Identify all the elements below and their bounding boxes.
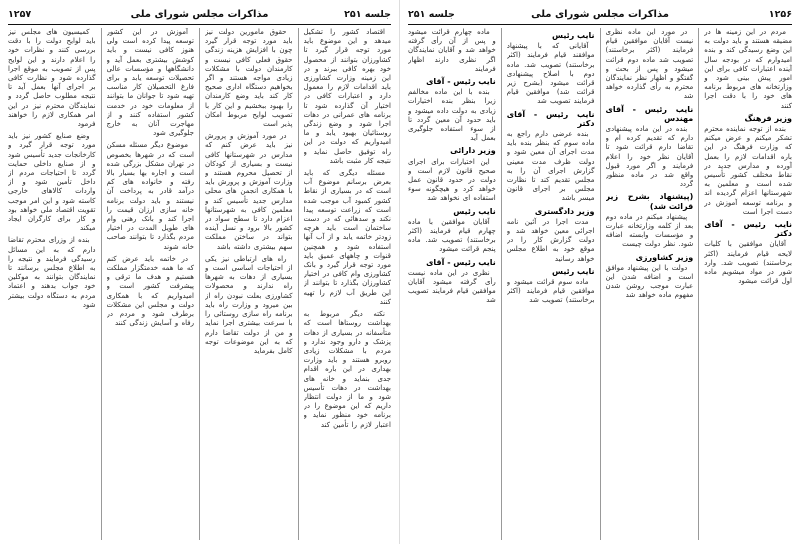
right-page-header xyxy=(408,4,792,25)
speaker-heading: نایب رئیس - آقای xyxy=(426,257,496,267)
left-column-2 xyxy=(205,28,293,540)
paragraph: مسئله دیگری که باید بعرض برسانم موضوع آب است که در بسیاری از نقاط کشور کمبود آب موجب شده است که زراعت توسعه پیدا نکند و سدهائی که در دست ساختمان است باید هرچه زودتر خاتمه یابد و از آب آنها استفاده شود و همچنین قنوات و چاههای عمیق باید مورد توجه قرار گیرد و بانک کشاورزی وام کافی در اختیار کشاورزان بگذارد تا بتوانند از این طریق آب لازم را تهیه کنند xyxy=(303,169,391,306)
paragraph: دولت با این پیشنهاد موافق است و اضافه شدن این عبارت موجب روشن شدن مفهوم ماده خواهد شد xyxy=(605,263,694,300)
paragraph: پیشنهاد میکنم در ماده دوم بعد از کلمه وزارتخانه عبارت و مؤسسات وابسته اضافه شود. نظر دولت چیست xyxy=(605,212,694,249)
left-column-1 xyxy=(304,28,392,540)
paragraph: کمیسیون های مجلس نیز باید لوایح دولت را با دقت بررسی کنند و نظرات خود را اعلام دارند و این لوایح پس از تصویب به موقع اجرا گذارده شود و نظارت کافی بر اجرای آنها بعمل آید تا نتیجه مطلوب حاصل گردد و نمایندگان محترم نیز در این امر همکاری لازم را خواهند فرمود xyxy=(8,28,96,129)
speaker-heading: نایب رئیس xyxy=(453,206,496,216)
left-page-header xyxy=(8,4,391,25)
right-page-number: ۱۲۵۶ xyxy=(768,8,792,20)
right-column-4 xyxy=(408,28,496,540)
paragraph: نکته دیگر مربوط به بهداشت روستاها است که متأسفانه در بسیاری از دهات پزشک و دارو وجود ندارد و مردم با مشکلات زیادی روبرو هستند و باید وزارت بهداری در این باره اقدام جدی بنماید و خانه های بهداشت در دهات تأسیس شود و ما از دولت انتظار داریم که این موضوع را در برنامه خود منظور نماید و اعتبار لازم را تأمین کند xyxy=(303,310,391,429)
column-rule xyxy=(101,28,102,540)
right-page-session: جلسه ۲۵۱ xyxy=(408,8,455,20)
speaker-heading: وزیر دارائی xyxy=(450,146,496,156)
speaker-heading: نایب رئیس - آقای دکتر xyxy=(704,220,792,239)
right-page xyxy=(400,0,800,544)
paragraph: بنده با این ماده مخالفم زیرا بنظر بنده اختیارات زیادی به دولت داده میشود و باید حدود آن معین گردد تا از سوء استفاده جلوگیری بعمل آید xyxy=(408,88,496,143)
paragraph: اقتصاد کشور را تشکیل میدهد و این موضوع باید مورد توجه قرار گیرد تا کشاورزان بتوانند از محصول خود بهره کافی ببرند و در این زمینه وزارت کشاورزی باید اقدامات لازم را معمول دارد و اعتبارات کافی در اختیار آن گذارده شود تا برنامه های عمرانی در دهات اجرا شود و وضع زندگی روستائیان بهبود یابد و ما امیدواریم که دولت در این راه توفیق حاصل نماید و نتیجه کار مثبت باشد xyxy=(303,28,391,165)
left-page-number: ۱۲۵۷ xyxy=(8,8,32,20)
left-column-4 xyxy=(8,28,96,540)
right-page-title: مذاکرات مجلس شورای ملی xyxy=(531,8,669,20)
paragraph: در مورد این ماده نظری نیست آقایان موافقین قیام فرمایند (اکثر برخاستند) تصویب شد ماده دوم قرائت میشود و پس از بحث و گفتگو و اظهار نظر نمایندگان محترم به رأی گذارده خواهد شد xyxy=(605,28,694,101)
left-column-3 xyxy=(107,28,195,540)
paragraph: این اختیارات برای اجرای صحیح قانون لازم است و دولت در حدود قانون عمل خواهد کرد و هیچگونه سوء استفاده ای نخواهد شد xyxy=(408,157,496,203)
column-rule xyxy=(298,28,299,540)
paragraph: در خاتمه باید عرض کنم که ما همه خدمتگزار مملکت هستیم و هدف ما ترقی و پیشرفت کشور است و امیدواریم که با همکاری دولت و مجلس این مشکلات برطرف شود و مردم در رفاه و آسایش زندگی کنند xyxy=(106,254,194,328)
paragraph: موضوع دیگر مسئله مسکن است که در شهرها بخصوص در تهران مشکل بزرگی شده است و اجاره بها بسیار بالا رفته و خانواده های کم درآمد قادر به پرداخت آن نیستند و باید دولت برنامه خانه سازی ارزان قیمت را اجرا کند و بانک رهنی وام های طویل المدت در اختیار مردم بگذارد تا بتوانند صاحب خانه شوند xyxy=(106,141,194,251)
left-page-title: مذاکرات مجلس شورای ملی xyxy=(130,8,269,20)
speaker-heading: وزیر فرهنگ xyxy=(744,113,792,123)
paragraph: مدت اجرا در آئین نامه اجرائی معین خواهد شد و دولت گزارش کار را در موقع خود به اطلاع مجلس خواهد رسانید xyxy=(506,217,595,263)
paragraph: نظری در این ماده نیست رأی گرفته میشود آقایان موافقین قیام فرمایند تصویب شد xyxy=(408,268,496,305)
paragraph: مردم در این زمینه ها در مضیقه هستند و باید دولت به این وضع رسیدگی کند و بنده امیدوارم که در بودجه سال آینده اعتبارات کافی برای این امور پیش بینی شود و وزارتخانه های مربوط برنامه های خود را با دقت اجرا کنند xyxy=(704,28,792,110)
paragraph: بنده عرضی دارم راجع به ماده سوم که بنظر بنده باید مدت اجرای آن معین شود و دولت ظرف مدت معینی گزارش اجرای آن را به مجلس تقدیم کند تا نظارت مجلس بر اجرای قانون میسر باشد xyxy=(506,130,595,203)
paragraph: حقوق مأمورین دولت نیز باید مورد توجه قرار گیرد چون با افزایش هزینه زندگی حقوق فعلی کافی نیست و کارمندان دولت با مشکلات زیادی مواجه هستند و اگر بخواهیم دستگاه اداری صحیح کار کند باید وضع کارمندان را بهبود ببخشیم و این کار با تصویب لوایح مربوط امکان پذیر است xyxy=(205,28,293,129)
speaker-heading: وزیر کشاورزی xyxy=(635,252,694,262)
paragraph: آقایانی که با پیشنهاد موافقند قیام فرمایند (اکثر برخاستند) تصویب شد. ماده دوم با اصلاح پیشنهادی قرائت میشود (بشرح زیر قرائت شد) موافقین قیام فرمایند تصویب شد xyxy=(506,42,595,106)
right-column-2 xyxy=(606,28,694,540)
speaker-heading: نایب رئیس - آقای دکتر xyxy=(506,109,595,128)
paragraph: در مورد آموزش و پرورش نیز باید عرض کنم که مدارس در شهرستانها کافی نیست و بسیاری از کودکان از تحصیل محروم هستند و وزارت آموزش و پرورش باید با همکاری انجمن های محلی مدارس جدید تأسیس کند و معلمین کافی به شهرستانها اعزام دارد تا سطح سواد در کشور بالا برود و نسل آینده بتواند در ساختن مملکت سهم بیشتری داشته باشد xyxy=(205,132,293,251)
paragraph: آموزش در این کشور توسعه پیدا کرده است ولی هنوز کافی نیست و باید کوشش بیشتری بعمل آید و دانشگاهها و مؤسسات عالی تحصیلات توسعه یابد و برای فارغ التحصیلان کار مناسب تهیه شود تا جوانان ما بتوانند از معلومات خود در خدمت کشور استفاده کنند و از مهاجرت آنان به خارج جلوگیری شود xyxy=(106,28,194,138)
speaker-heading: نایب رئیس xyxy=(552,266,595,276)
paragraph: بنده در این ماده پیشنهادی دارم که تقدیم کرده ام و تقاضا دارم قرائت شود تا آقایان نظر خود را اعلام فرمایند و اگر مورد قبول واقع شد در ماده منظور گردد xyxy=(605,125,694,189)
paragraph: آقایان موافقین با ماده چهارم قیام فرمایند (اکثر برخاستند) تصویب شد. ماده پنجم قرائت میشود xyxy=(408,217,496,254)
paragraph: وضع صنایع کشور نیز باید مورد توجه قرار گیرد و کارخانجات جدید تأسیس شود و از صنایع داخلی حمایت گردد تا احتیاجات مردم از داخل تأمین شود و از واردات کالاهای خارجی کاسته شود و این امر موجب تقویت اقتصاد ملی خواهد بود و کار برای کارگران ایجاد میکند xyxy=(8,132,96,233)
speaker-heading: (پیشنهاد بشرح زیر قرائت شد) xyxy=(605,192,694,211)
column-rule xyxy=(698,28,699,540)
paragraph: ماده چهارم قرائت میشود و پس از آن رأی گرفته خواهد شد و آقایان نمایندگان اگر نظری دارند اظهار فرمایند xyxy=(408,28,496,73)
speaker-heading: وزیر دادگستری xyxy=(534,206,595,216)
column-rule xyxy=(600,28,601,540)
column-rule xyxy=(199,28,200,540)
paragraph: بنده از توجه نماینده محترم تشکر میکنم و عرض میکنم که وزارت فرهنگ در این باره اقدامات لازم را بعمل آورده و مدارس جدید در نقاط مختلف کشور تأسیس شده است و معلمین به شهرستانها اعزام گردیده اند و برنامه توسعه آموزش در دست اجرا است xyxy=(704,125,792,216)
paragraph: آقایان موافقین با کلیات لایحه قیام فرمایند (اکثر برخاستند) تصویب شد. وارد شور در مواد میشویم ماده اول قرائت میشود xyxy=(704,240,792,286)
paragraph: ماده سوم قرائت میشود و موافقین قیام فرمایند (اکثر برخاستند) تصویب شد xyxy=(506,278,595,305)
right-page-columns xyxy=(408,28,792,540)
right-column-3 xyxy=(507,28,595,540)
right-column-1 xyxy=(704,28,792,540)
speaker-heading: نایب رئیس - آقای مهندس xyxy=(605,104,694,123)
paragraph: بنده از وزرای محترم تقاضا دارم که به این مسائل رسیدگی فرمایند و نتیجه را به اطلاع مجلس برسانند تا نمایندگان بتوانند به موکلین خود جواب بدهند و اعتماد مردم به دستگاه دولت بیشتر شود xyxy=(8,236,96,309)
speaker-heading: نایب رئیس - آقای xyxy=(426,77,496,87)
paragraph: راه های ارتباطی نیز یکی از احتیاجات اساسی است و بسیاری از دهات به شهرها راه ندارند و محصولات کشاورزی بعلت نبودن راه از بین میرود و وزارت راه باید برنامه راه سازی روستائی را با سرعت بیشتری اجرا نماید و من از دولت تقاضا دارم که به این موضوعات توجه کامل بفرماید xyxy=(205,254,293,355)
column-rule xyxy=(501,28,502,540)
speaker-heading: نایب رئیس xyxy=(552,31,595,40)
left-page-session: جلسه ۲۵۱ xyxy=(344,8,391,20)
left-page-columns xyxy=(8,28,391,540)
